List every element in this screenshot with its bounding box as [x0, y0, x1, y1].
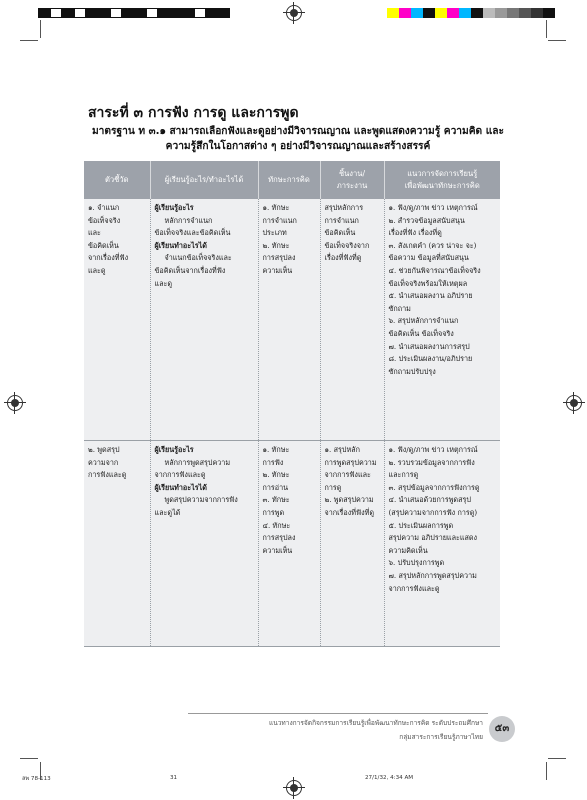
registration-mark-bottom: [286, 780, 302, 796]
cell-text-line: การพูดสรุปความ: [324, 457, 377, 467]
cell-text-line: การดู: [324, 482, 342, 492]
cell-text-line: ๒. สำรวจข้อมูลสนับสนุน: [388, 215, 465, 225]
registration-mark-right: [566, 395, 582, 411]
cell-text-line: หลักการพูดสรุปความ: [164, 457, 231, 467]
cell-text-line: ๑. สรุปหลัก: [324, 445, 360, 454]
cell-text-line: และดู: [88, 265, 106, 275]
crop-mark: [548, 758, 566, 759]
cell-text-line: ๑. ทักษะ: [262, 445, 290, 454]
cell-text-line: ๒. ทักษะ: [262, 240, 290, 250]
footer-subject: กลุ่มสาระการเรียนรู้ภาษาไทย: [399, 733, 483, 741]
cell-text-line: และดูได้: [154, 507, 181, 517]
crop-mark: [20, 40, 38, 41]
cell-text-line: การพูด: [262, 507, 285, 517]
cell-text-line: ข้อคิดเห็นจากเรื่องที่ฟัง: [154, 265, 226, 275]
cell-text-line: ผู้เรียนรู้อะไร: [154, 203, 194, 212]
cell-text-line: จากการฟังและดู: [388, 583, 440, 593]
indicator-cell: [84, 199, 150, 441]
cell-text-line: ๗. นำเสนอผลงานการสรุป: [388, 341, 470, 351]
cell-text-line: ข้อคิดเห็น: [324, 228, 356, 238]
column-header: [84, 161, 150, 199]
section-heading: สาระที่ ๓ การฟัง การดู และการพูด: [88, 105, 299, 121]
task-cell: [320, 441, 384, 647]
cell-text-line: ประเภท: [262, 228, 287, 238]
slug-middle: 31: [170, 775, 178, 781]
cell-text-line: ๑. ทักษะ: [262, 203, 290, 212]
cell-text-line: ๕. นำเสนอผลงาน อภิปราย: [388, 291, 473, 301]
task-cell: [320, 199, 384, 441]
cell-text-line: ๘. ประเมินผลงาน/อภิปราย: [388, 354, 473, 364]
column-header: [258, 161, 320, 199]
cell-text-line: ๑. ฟัง/ดู/ภาพ ข่าว เหตุการณ์: [388, 445, 478, 454]
cell-text-line: การอ่าน: [262, 482, 289, 492]
cell-text-line: ความเห็น: [262, 265, 293, 275]
cell-text-line: และการดู: [388, 470, 419, 480]
crop-mark: [548, 40, 566, 41]
column-header-text: แนวการจัดการเรียนรู้: [407, 169, 478, 178]
cell-text-line: ข้อเท็จจริงจาก: [324, 240, 370, 250]
learning-table: [84, 161, 500, 647]
cell-text-line: การสรุปลง: [262, 253, 296, 263]
column-header-text: ชิ้นงาน/: [338, 169, 366, 178]
cell-text-line: ๒. พูดสรุป: [88, 445, 120, 454]
cell-text-line: ผู้เรียนรู้อะไร: [154, 445, 194, 454]
crop-mark: [546, 20, 547, 38]
teaching-approach-cell: [384, 441, 500, 647]
cell-text-line: ๒. พูดสรุปความ: [324, 495, 374, 505]
cell-text-line: เรื่องที่ฟัง เรื่องที่ดู: [388, 228, 442, 238]
thinking-skill-cell: [258, 199, 320, 441]
thinking-skill-cell: [258, 441, 320, 647]
registration-mark-top: [286, 5, 302, 21]
cell-text-line: การจำแนก: [262, 215, 297, 225]
crop-mark: [546, 762, 547, 780]
cell-text-line: การฟังและดู: [88, 470, 127, 480]
cell-text-line: (สรุปความจากการฟัง การดู): [388, 507, 478, 517]
cell-text-line: ความจาก: [88, 457, 119, 467]
column-header: [320, 161, 384, 199]
table-row: [84, 199, 500, 441]
slug-right: 27/1/32, 4:34 AM: [365, 775, 414, 781]
column-header: [150, 161, 258, 199]
slug-left: ลพ 78-113: [22, 776, 51, 782]
standard-line: มาตรฐาน ท ๓.๑ สามารถเลือกฟังและดูอย่างมีวิจารณญาณ และพูดแสดงความรู้ ความคิด และ: [91, 126, 505, 137]
cell-text-line: ๒. ทักษะ: [262, 470, 290, 480]
crop-mark: [20, 758, 38, 759]
cell-text-line: จากเรื่องที่ฟังที่ดู: [324, 507, 374, 517]
cell-text-line: ๔. ทักษะ: [262, 520, 291, 530]
cell-text-line: การสรุปลง: [262, 533, 296, 543]
cell-text-line: ๖. สรุปหลักการจำแนก: [388, 316, 459, 326]
learning-content-cell: [150, 441, 258, 647]
cell-text-line: การฟัง: [262, 457, 284, 467]
cell-text-line: ซักถาม: [388, 303, 411, 313]
cell-text-line: จำแนกข้อเท็จจริงและ: [164, 253, 232, 263]
registration-bar-left: [38, 8, 230, 18]
cell-text-line: ข้อคิดเห็น: [88, 240, 119, 250]
cell-text-line: หลักการจำแนก: [164, 215, 213, 225]
cell-text-line: ข้อความ ข้อมูลที่สนับสนุน: [388, 253, 469, 263]
column-header: [384, 161, 500, 199]
cell-text-line: ๓. ทักษะ: [262, 495, 290, 505]
cell-text-line: และ: [88, 228, 101, 238]
cell-text-line: ซักถามปรับปรุง: [388, 366, 436, 376]
standard-line: ความรู้สึกในโอกาสต่าง ๆ อย่างมีวิจารณญาณและสร้างสรรค์: [165, 141, 431, 152]
cell-text-line: ข้อคิดเห็น ข้อเท็จจริง: [388, 328, 454, 338]
indicator-cell: [84, 441, 150, 647]
column-header-text: ตัวชี้วัด: [104, 175, 129, 184]
column-header-text: ภาระงาน: [336, 181, 368, 190]
cell-text-line: ๑. ฟัง/ดู/ภาพ ข่าว เหตุการณ์: [388, 203, 478, 212]
cell-text-line: จากการฟังและดู: [154, 470, 206, 480]
cell-text-line: จากการฟังและ: [324, 470, 371, 480]
cell-text-line: ๗. สรุปหลักการพูดสรุปความ: [388, 570, 477, 580]
crop-mark: [40, 20, 41, 38]
color-bar-right: [387, 8, 555, 18]
table-body: [84, 199, 500, 647]
cell-text-line: ข้อเท็จจริงพร้อมให้เหตุผล: [388, 278, 468, 288]
cell-text-line: ๕. ประเมินผลการพูด: [388, 520, 454, 530]
cell-text-line: ข้อเท็จจริงและข้อคิดเห็น: [154, 228, 231, 238]
cell-text-line: จากเรื่องที่ฟัง: [88, 253, 129, 263]
column-header-text: ผู้เรียนรู้อะไร/ทำอะไรได้: [164, 175, 244, 184]
column-header-text: ทักษะการคิด: [268, 175, 310, 184]
cell-text-line: ความเห็น: [262, 545, 293, 555]
cell-text-line: ข้อเท็จจริง: [88, 215, 121, 225]
cell-text-line: สรุปหลักการ: [324, 203, 364, 212]
cell-text-line: การจำแนก: [324, 215, 359, 225]
footer-title: แนวทางการจัดกิจกรรมการเรียนรู้เพื่อพัฒนาทักษะการคิด ระดับประถมศึกษา: [268, 719, 483, 727]
cell-text-line: เรื่องที่ฟังที่ดู: [324, 253, 362, 263]
cell-text-line: ผู้เรียนทำอะไรได้: [154, 482, 207, 492]
table-row: [84, 441, 500, 647]
cell-text-line: ๓. สรุปข้อมูลจากการฟังการดู: [388, 482, 480, 492]
cell-text-line: ความคิดเห็น: [388, 545, 428, 555]
cell-text-line: ๑. จำแนก: [88, 203, 120, 212]
column-header-text: เพื่อพัฒนาทักษะการคิด: [404, 181, 480, 190]
teaching-approach-cell: [384, 199, 500, 441]
cell-text-line: พูดสรุปความจากการฟัง: [164, 495, 238, 505]
standard-statement: [88, 124, 508, 154]
registration-mark-left: [7, 395, 23, 411]
cell-text-line: ๔. นำเสนอด้วยการพูดสรุป: [388, 495, 471, 505]
cell-text-line: ๓. สังเกตคำ (ควร น่าจะ จะ): [388, 240, 477, 250]
cell-text-line: และดู: [154, 278, 173, 288]
cell-text-line: ๒. รวบรวมข้อมูลจากการฟัง: [388, 457, 475, 467]
page-number: ๕๓: [489, 716, 515, 742]
table-header-row: [84, 161, 500, 199]
cell-text-line: ผู้เรียนทำอะไรได้: [154, 240, 207, 250]
cell-text-line: สรุปความ อภิปรายและแสดง: [388, 533, 478, 543]
footer-divider: [188, 713, 488, 714]
learning-content-cell: [150, 199, 258, 441]
cell-text-line: ๖. ปรับปรุงการพูด: [388, 558, 445, 568]
cell-text-line: ๔. ช่วยกันพิจารณาข้อเท็จจริง: [388, 265, 481, 275]
